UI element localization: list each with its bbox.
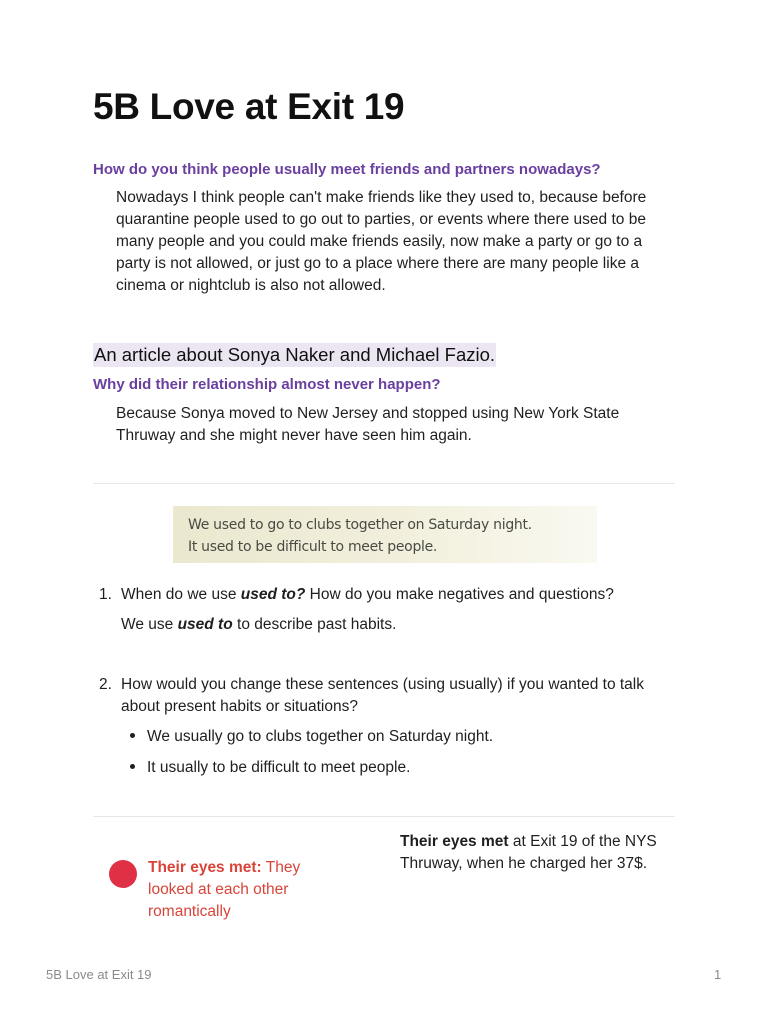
list-item-text [121, 584, 673, 606]
red-circle-icon [109, 860, 137, 888]
callout-definition [148, 857, 338, 923]
emphasis-used-to: used to? [240, 586, 306, 603]
bullet-text: We usually go to clubs together on Saturday night. [147, 728, 494, 745]
text-fragment: to describe past habits. [232, 616, 397, 633]
list-item-text: How would you change these sentences (using usually) if you wanted to talk about present habits or situations? [121, 676, 644, 715]
answer-meeting-friends: Nowadays I think people can't make friends like they used to, because before quarantine people used to go out to parties, or events where there used to be many people and you could make friends easily, now make a party or go to a party is not allowed, or just go to a place where there are many people like a cinema or nightclub is also not allowed. [116, 189, 647, 294]
bullet-item [130, 726, 493, 748]
footer-title: 5B Love at Exit 19 [46, 967, 152, 982]
text-fragment: How do you make negatives and questions? [305, 586, 614, 603]
list-item-2 [93, 674, 673, 718]
question-meeting-friends: How do you think people usually meet friends and partners nowadays? [93, 161, 601, 178]
bullet-text: It usually to be difficult to meet people. [147, 759, 411, 776]
example-sentence: It used to be difficult to meet people. [188, 539, 438, 555]
bullet-item [130, 757, 410, 779]
page-number: 1 [714, 967, 722, 982]
side-note-bold: Their eyes met [400, 833, 509, 850]
side-note-text: at Exit 19 of the NYS Thruway, when he charged her 37$. [400, 833, 657, 872]
question-relationship: Why did their relationship almost never happen? [93, 376, 441, 393]
list-item-1 [93, 584, 673, 606]
answer-relationship: Because Sonya moved to New Jersey and stopped using New York State Thruway and she might never have seen him again. [116, 405, 620, 444]
text-fragment: When do we use [121, 586, 241, 603]
divider [93, 483, 675, 484]
list-number: 2. [99, 676, 112, 693]
example-sentences-image [173, 506, 597, 563]
article-heading: An article about Sonya Naker and Michael Fazio. [94, 344, 496, 365]
list-item-1-answer [121, 614, 396, 636]
list-number: 1. [99, 586, 112, 603]
callout-term: Their eyes met: [148, 859, 262, 876]
bullet-dot [130, 733, 135, 738]
page-title: 5B Love at Exit 19 [93, 86, 405, 127]
side-note [400, 831, 680, 875]
callout-definition-text: They looked at each other romantically [148, 859, 301, 920]
text-fragment: We use [121, 616, 178, 633]
divider [93, 816, 675, 817]
emphasis-used-to: used to [177, 616, 233, 633]
example-sentence: We used to go to clubs together on Saturday night. [188, 517, 532, 533]
bullet-dot [130, 764, 135, 769]
